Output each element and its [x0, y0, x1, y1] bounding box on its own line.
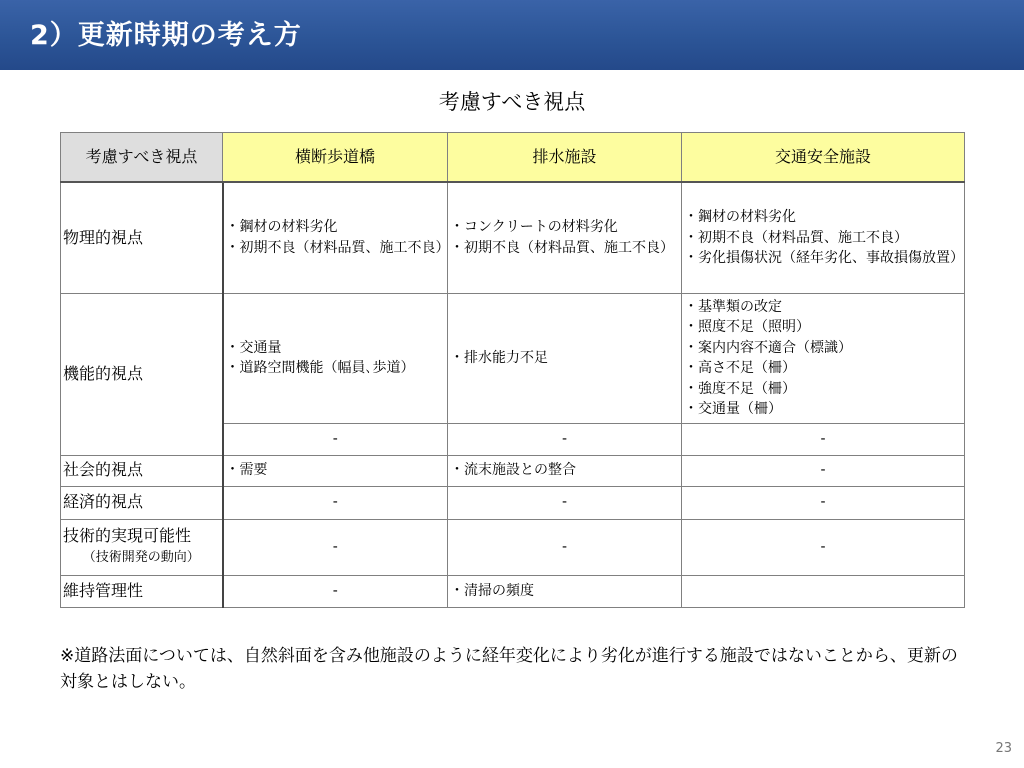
- list-item: ・排水能力不足: [450, 349, 548, 366]
- list-item: ・コンクリートの材料劣化: [450, 219, 618, 236]
- row-label-social: 社会的視点: [61, 455, 223, 486]
- viewpoint-table: [60, 132, 965, 608]
- list-item: ・鋼材の材料劣化: [225, 219, 338, 236]
- page-title: 2）更新時期の考え方: [30, 20, 302, 51]
- title-bar: [0, 0, 1024, 70]
- row-label-economic: 経済的視点: [61, 486, 223, 519]
- cell-technical-pedestrian-bridge: -: [223, 519, 448, 575]
- table-row-functional: [61, 293, 965, 423]
- header-corner-cell: 考慮すべき視点: [61, 133, 223, 183]
- cell-functional-sub-pedestrian-bridge: -: [223, 423, 448, 455]
- footnote: ※道路法面については、自然斜面を含み他施設のように経年変化により劣化が進行する施設ではないことから、更新の対象とはしない。: [60, 646, 958, 692]
- cell-functional-sub-drainage: -: [448, 423, 682, 455]
- list-item: ・交通量: [225, 339, 282, 356]
- list-item: ・鋼材の材料劣化: [684, 209, 796, 225]
- cell-maintenance-traffic-safety: [682, 575, 965, 607]
- column-header-traffic-safety: 交通安全施設: [682, 133, 965, 183]
- cell-economic-drainage: -: [448, 486, 682, 519]
- list-item: ・照度不足（照明）: [684, 319, 810, 335]
- cell-technical-traffic-safety: -: [682, 519, 965, 575]
- cell-economic-pedestrian-bridge: -: [223, 486, 448, 519]
- row-label-technical-sub: （技術開発の動向）: [82, 549, 200, 565]
- cell-physical-pedestrian-bridge: [223, 182, 448, 293]
- list-item: ・初期不良（材料品質、施工不良）: [225, 239, 450, 256]
- cell-functional-traffic-safety: [682, 293, 965, 423]
- row-label-technical-main: 技術的実現可能性: [63, 526, 192, 545]
- cell-economic-traffic-safety: -: [682, 486, 965, 519]
- list-item: ・初期不良（材料品質、施工不良）: [450, 239, 674, 256]
- cell-maintenance-drainage: ・清掃の頻度: [448, 575, 682, 607]
- table-row-maintenance: [61, 575, 965, 607]
- cell-social-traffic-safety: -: [682, 455, 965, 486]
- list-item: ・案内内容不適合（標識）: [684, 339, 852, 356]
- cell-functional-pedestrian-bridge: [223, 293, 448, 423]
- row-label-physical: 物理的視点: [61, 182, 223, 293]
- cell-physical-traffic-safety: [682, 182, 965, 293]
- table-row-social: [61, 455, 965, 486]
- list-item: ・強度不足（柵）: [684, 380, 796, 397]
- cell-social-pedestrian-bridge: ・需要: [223, 455, 448, 486]
- list-item: ・高さ不足（柵）: [684, 360, 796, 376]
- table-row-physical: [61, 182, 965, 293]
- cell-functional-drainage: [448, 293, 682, 423]
- table-caption: 考慮すべき視点: [438, 90, 586, 114]
- table-header-row: [61, 133, 965, 183]
- row-label-maintenance: 維持管理性: [61, 575, 223, 607]
- page-number: 23: [995, 741, 1012, 756]
- cell-functional-sub-traffic-safety: -: [682, 423, 965, 455]
- cell-technical-drainage: -: [448, 519, 682, 575]
- column-header-pedestrian-bridge: 横断歩道橋: [223, 133, 448, 183]
- list-item: ・基準類の改定: [684, 298, 782, 315]
- list-item: ・劣化損傷状況（経年劣化、事故損傷放置）: [684, 250, 964, 266]
- cell-social-drainage: ・流末施設との整合: [448, 455, 682, 486]
- row-label-functional: 機能的視点: [61, 293, 223, 455]
- cell-maintenance-pedestrian-bridge: -: [223, 575, 448, 607]
- list-item: ・交通量（柵）: [684, 401, 782, 417]
- column-header-drainage: 排水施設: [448, 133, 682, 183]
- list-item: ・初期不良（材料品質、施工不良）: [684, 229, 908, 246]
- cell-physical-drainage: [448, 182, 682, 293]
- table-row-economic: [61, 486, 965, 519]
- row-label-technical: [61, 519, 223, 575]
- table-row-technical: [61, 519, 965, 575]
- list-item: ・道路空間機能（幅員､歩道）: [225, 360, 415, 376]
